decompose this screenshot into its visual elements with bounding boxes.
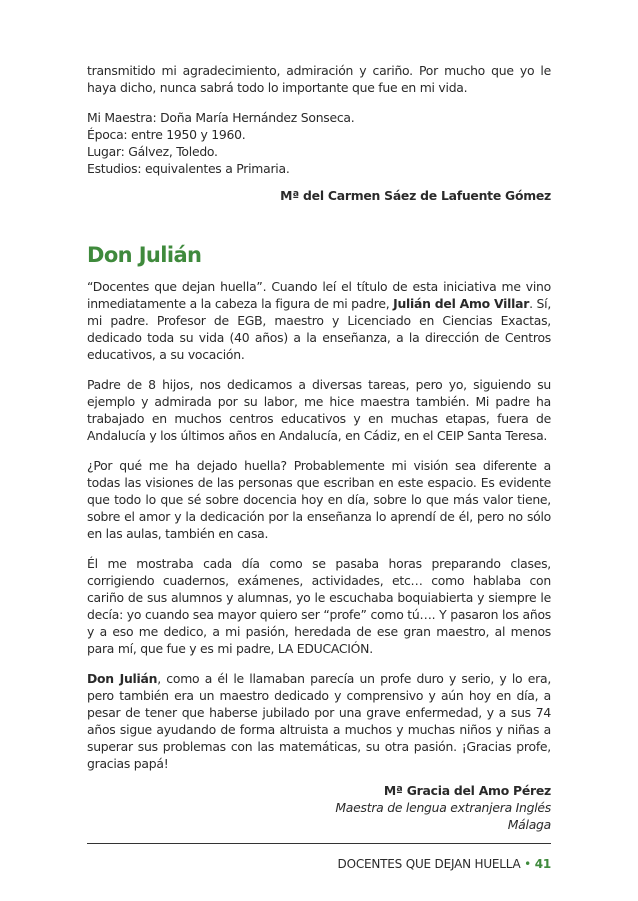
signature-city: Málaga xyxy=(507,817,551,832)
footer-divider xyxy=(87,843,551,844)
footer-separator: • xyxy=(524,857,532,871)
teacher-line: Mi Maestra: Doña María Hernández Sonseca. xyxy=(87,110,355,125)
paragraph-2: Padre de 8 hijos, nos dedicamos a diversas tareas, pero yo, siguiendo su ejemplo y admirada por su labor, me hice maestra también. Mi padre ha trabajado en muchos centros educativos y en muchas etapas, fuera de Andalucía y los últimos años en Andalucía, en Cádiz, en el CEIP Santa Teresa. xyxy=(87,377,551,443)
studies-line: Estudios: equivalentes a Primaria. xyxy=(87,161,290,176)
page-number: 41 xyxy=(534,857,551,871)
paragraph-4: Él me mostraba cada día como se pasaba horas preparando clases, corrigiendo cuadernos, exámenes, actividades, etc… como hablaba con cariño de sus alumnos y alumnas, yo le escuchaba boquiabierta y siempre le decía: yo cuando sea mayor quiero ser “profe” como tú…. Y pasaron los años y a eso me dedico, a mi pasión, heredada de ese gran maestro, al menos para mí, que fue y es mi padre, LA EDUCACIÓN. xyxy=(87,556,551,656)
paragraph-3: ¿Por qué me ha dejado huella? Probablemente mi visión sea diferente a todas las visiones de las personas que escriban en este espacio. Es evidente que todo lo que sé sobre docencia hoy en día, sobre lo que más valor tiene, sobre el amor y la dedicación por la enseñanza lo aprendí de él, pero no sólo en las aulas, también en casa. xyxy=(87,458,551,541)
paragraph-1-a: “Docentes que dejan huella”. Cuando leí el título de esta iniciativa me vino inmediatamente a la cabeza la figura de mi padre, xyxy=(87,279,551,311)
page-body xyxy=(87,62,551,833)
intro-signature: Mª del Carmen Sáez de Lafuente Gómez xyxy=(280,188,551,203)
paragraph-5-text: , como a él le llamaban parecía un profe duro y serio, y lo era, pero también era un maestro dedicado y comprensivo y aún hoy en día, a pesar de tener que haberse jubilado por una grave enfermedad, y a sus 74 años sigue ayudando de forma altruista a muchos y muchas niños y niñas a superar sus problemas con las matemáticas, su otra pasión. ¡Gracias profe, gracias papá! xyxy=(87,671,552,771)
epoch-line: Época: entre 1950 y 1960. xyxy=(87,127,246,142)
paragraph-1 xyxy=(87,278,551,363)
section-title: Don Julián xyxy=(87,243,202,267)
father-name: Julián del Amo Villar xyxy=(393,296,530,311)
paragraph-5 xyxy=(87,670,551,772)
paragraph-1-b: . Sí, mi padre. Profesor de EGB, maestro y Licenciado en Ciencias Exactas, dedicado toda su vida (40 años) a la enseñanza, a la dirección de Centros educativos, a su vocación. xyxy=(87,296,552,362)
signature-role: Maestra de lengua extranjera Inglés xyxy=(335,800,551,815)
paragraph-5-bold: Don Julián xyxy=(87,671,158,686)
place-line: Lugar: Gálvez, Toledo. xyxy=(87,144,218,159)
footer-label: DOCENTES QUE DEJAN HUELLA xyxy=(337,857,521,871)
intro-paragraph: transmitido mi agradecimiento, admiración y cariño. Por mucho que yo le haya dicho, nunca sabrá todo lo importante que fue en mi vida. xyxy=(87,63,551,95)
signature-name: Mª Gracia del Amo Pérez xyxy=(383,783,551,798)
page-footer xyxy=(338,856,551,872)
